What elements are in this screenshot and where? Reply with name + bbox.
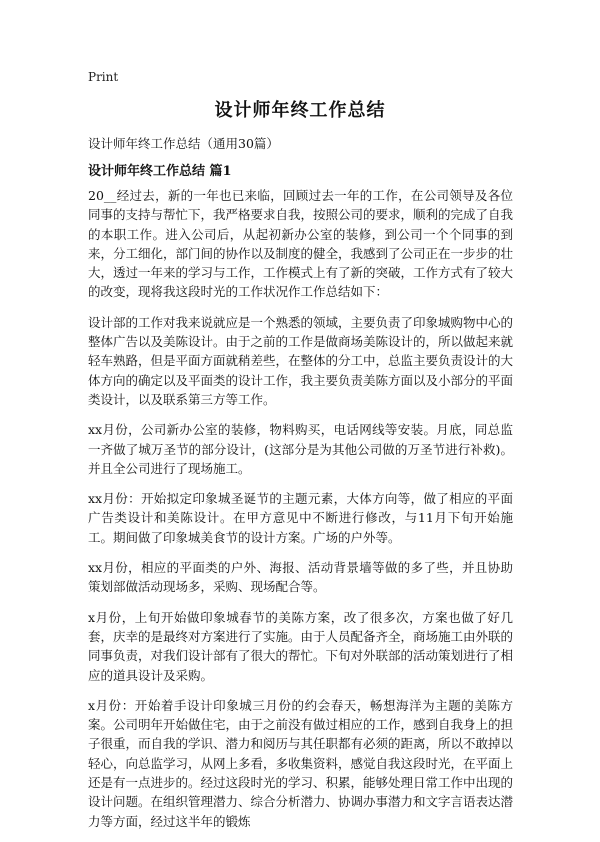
section-heading: 设计师年终工作总结 篇1: [88, 164, 232, 179]
paragraph-intro: 20__经过去，新的一年也已来临，回顾过去一年的工作，在公司领导及各位同事的支持与帮忙下，我严格要求自我，按照公司的要求，顺利的完成了自我的本职工作。进入公司后，从起初新办公室的装修，到公司一个个同事的到来，分工细化，部门间的协作以及制度的健全，我感到了公司正在一步步的壮大，透过一年来的学习与工作，工作模式上有了新的突破，工作方式有了较大的改变，现将我这段时光的工作状况作工作总结如下：: [88, 188, 514, 300]
document-subtitle: 设计师年终工作总结（通用30篇）: [88, 136, 279, 151]
body-text: [88, 186, 513, 842]
paragraph-month-5: x月份：开始着手设计印象城三月份的约会春天，畅想海洋为主题的美陈方案。公司明年开始做住宅，由于之前没有做过相应的工作，感到自我身上的担子很重，而自我的学识、潜力和阅历与其任职都有必须的距离，所以不敢掉以轻心，向总监学习，从网上多看，多收集资料，感觉自我这段时光，在平面上还是有一点进步的。经过这段时光的学习、积累，能够处理日常工作中出现的设计问题。在组织管理潜力、综合分析潜力、协调办事潜力和文字言语表达潜力等方面，经过这半年的锻炼: [88, 697, 514, 829]
paragraph-month-4: x月份，上旬开始做印象城春节的美陈方案，改了很多次，方案也做了好几套，庆幸的是最终对方案进行了实施。由于人员配备齐全，商场施工由外联的同事负责，对我们设计部有了很大的帮忙。下旬对外联部的活动策划进行了相应的道具设计及采购。: [88, 609, 514, 683]
paragraph-month-2: xx月份：开始拟定印象城圣诞节的主题元素，大体方向等，做了相应的平面广告类设计和美陈设计。在甲方意见中不断进行修改，与11月下旬开始施工。期间做了印象城美食节的设计方案。广场的户外等。: [88, 491, 513, 545]
print-link[interactable]: Print: [88, 70, 119, 84]
paragraph-month-3: xx月份，相应的平面类的户外、海报、活动背景墙等做的多了些，并且协助策划部做活动现场多，采购、现场配合等。: [88, 560, 513, 595]
document-title: 设计师年终工作总结: [214, 100, 386, 121]
paragraph-role: 设计部的工作对我来说就应是一个熟悉的领域，主要负责了印象城购物中心的整体广告以及美陈设计。由于之前的工作是做商场美陈设计的，所以做起来就轻车熟路，但是平面方面就稍差些，在整体的分工中，总监主要负责设计的大体方向的确定以及平面类的设计工作，我主要负责美陈方面以及小部分的平面类设计，以及联系第三方等工作。: [88, 314, 514, 407]
paragraph-month-1: xx月份，公司新办公室的装修，物料购买，电话网线等安装。月底，同总监一齐做了城万圣节的部分设计，(这部分是为其他公司做的万圣节进行补救)。并且全公司进行了现场施工。: [88, 422, 513, 476]
